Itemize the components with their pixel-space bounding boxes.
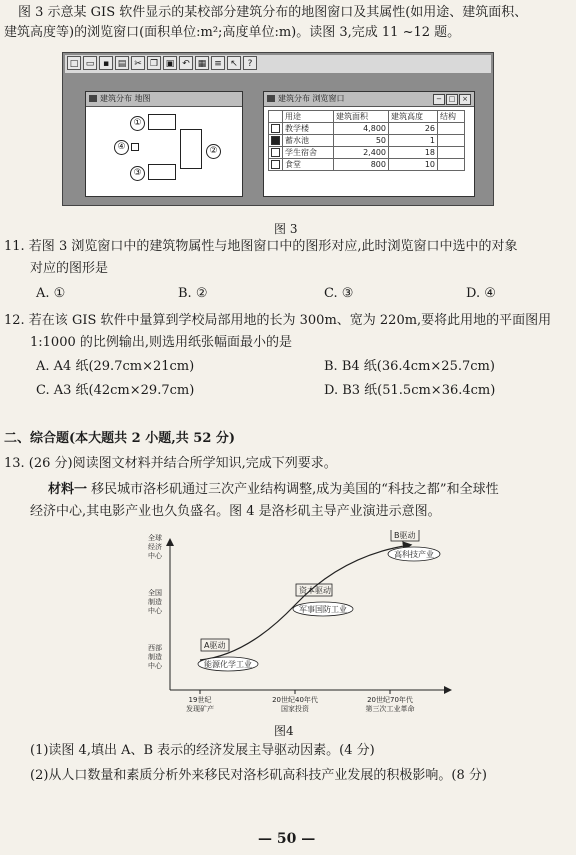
cell-use: 学生宿舍 xyxy=(283,147,334,159)
shape-label-2: ② xyxy=(206,144,221,159)
cell-height: 18 xyxy=(389,147,438,159)
table-row[interactable] xyxy=(269,123,465,135)
open-folder-icon[interactable]: ▭ xyxy=(83,56,97,70)
sub-question-1: (1)读图 4,填出 A、B 表示的经济发展主导驱动因素。(4 分) xyxy=(30,743,375,758)
paste-icon[interactable]: ▣ xyxy=(163,56,177,70)
evolution-curve xyxy=(200,545,410,660)
close-icon[interactable]: × xyxy=(459,94,471,105)
driver-label: 资本驱动 xyxy=(299,586,331,595)
cell-use: 食堂 xyxy=(283,159,334,171)
browse-window-titlebar xyxy=(264,92,474,107)
row-checkbox[interactable] xyxy=(271,124,280,133)
cut-icon[interactable]: ✂ xyxy=(131,56,145,70)
map-window xyxy=(85,91,243,197)
chart-y-ticks xyxy=(148,533,163,670)
row-checkbox[interactable] xyxy=(271,160,280,169)
cell-height: 26 xyxy=(389,123,438,135)
industry-evolution-chart xyxy=(125,530,465,725)
cell-height: 1 xyxy=(389,135,438,147)
save-icon[interactable]: ▪ xyxy=(99,56,113,70)
header-height: 建筑高度 xyxy=(389,111,438,123)
map-window-title: 建筑分布 地图 xyxy=(100,94,151,103)
sub-question-2: (2)从人口数量和素质分析外来移民对洛杉矶高科技产业发展的积极影响。(8 分) xyxy=(30,768,487,783)
q12-option-b: B. B4 纸(36.4cm×25.7cm) xyxy=(324,359,495,374)
material-1-label: 材料一 xyxy=(48,482,88,497)
header-use: 用途 xyxy=(283,111,334,123)
y-tick-label: 全球经济中心 xyxy=(148,534,162,560)
q11-option-d: D. ④ xyxy=(466,286,496,301)
q12-option-d: D. B3 纸(51.5cm×36.4cm) xyxy=(324,383,496,398)
cell-area: 2,400 xyxy=(334,147,389,159)
shape-label-4: ④ xyxy=(114,140,129,155)
figure-3-caption: 图 3 xyxy=(274,222,298,236)
q11-option-c: C. ③ xyxy=(324,286,354,301)
row-checkbox[interactable] xyxy=(271,148,280,157)
x-tick-label: 20世纪70年代第三次工业革命 xyxy=(365,696,415,713)
material-1-line-2: 经济中心,其电影产业也久负盛名。图 4 是洛杉矶主导产业演进示意图。 xyxy=(30,504,441,519)
industry-label: 军事国防工业 xyxy=(299,605,347,614)
cell-area: 50 xyxy=(334,135,389,147)
attribute-table xyxy=(268,110,465,171)
q11-line-2: 对应的图形是 xyxy=(30,261,109,276)
list-icon[interactable]: ≡ xyxy=(211,56,225,70)
new-file-icon[interactable]: □ xyxy=(67,56,81,70)
q12-option-c: C. A3 纸(42cm×29.7cm) xyxy=(36,383,195,398)
y-tick-label: 全国制造中心 xyxy=(148,589,162,615)
q11-option-a: A. ① xyxy=(36,286,66,301)
cell-height: 10 xyxy=(389,159,438,171)
industry-label: 能源化学工业 xyxy=(204,660,252,669)
q12-line-2: 1:1000 的比例输出,则选用纸张幅面最小的是 xyxy=(30,335,292,350)
maximize-icon[interactable]: □ xyxy=(446,94,458,105)
header-area: 建筑面积 xyxy=(334,111,389,123)
map-window-titlebar xyxy=(86,92,242,107)
gis-window xyxy=(62,52,494,206)
pointer-icon[interactable]: ↖ xyxy=(227,56,241,70)
minimize-icon[interactable]: − xyxy=(433,94,445,105)
figure-4-caption: 图4 xyxy=(274,724,294,738)
browse-window-title: 建筑分布 浏览窗口 xyxy=(278,94,345,103)
map-shape-3[interactable] xyxy=(148,164,176,180)
table-row-selected[interactable] xyxy=(269,135,465,147)
map-window-icon xyxy=(89,95,97,102)
table-row[interactable] xyxy=(269,147,465,159)
grid-icon[interactable]: ▦ xyxy=(195,56,209,70)
intro-line-2: 建筑高度等)的浏览窗口(面积单位:m²;高度单位:m)。读图 3,完成 11 ~12 题。 xyxy=(4,25,461,40)
header-structure: 结构 xyxy=(438,111,465,123)
help-icon[interactable]: ? xyxy=(243,56,257,70)
browse-window xyxy=(263,91,475,197)
intro-line-1: 图 3 示意某 GIS 软件显示的某校部分建筑分布的地图窗口及其属性(如用途、建筑面积、 xyxy=(18,5,528,20)
chart-x-ticks xyxy=(186,690,415,713)
industry-label: 高科技产业 xyxy=(394,550,434,559)
row-checkbox-checked[interactable] xyxy=(271,136,280,145)
q13-line-1: 13. (26 分)阅读图文材料并结合所学知识,完成下列要求。 xyxy=(4,456,337,471)
browse-window-icon xyxy=(267,95,275,102)
map-shape-4[interactable] xyxy=(131,143,139,151)
shape-label-1: ① xyxy=(130,116,145,131)
undo-icon[interactable]: ↶ xyxy=(179,56,193,70)
x-tick-label: 19世纪发现矿产 xyxy=(186,696,214,713)
cell-area: 800 xyxy=(334,159,389,171)
material-1-text: 移民城市洛杉矶通过三次产业结构调整,成为美国的“科技之都”和全球性 xyxy=(87,482,499,497)
page-number: — 50 — xyxy=(258,831,316,847)
print-icon[interactable]: ▤ xyxy=(115,56,129,70)
driver-label: A驱动 xyxy=(204,641,226,650)
cell-use: 教学楼 xyxy=(283,123,334,135)
section-2-heading: 二、综合题(本大题共 2 小题,共 52 分) xyxy=(4,431,236,446)
table-header-row xyxy=(269,111,465,123)
cell-use: 蓄水池 xyxy=(283,135,334,147)
gis-toolbar xyxy=(65,55,491,73)
y-tick-label: 西部制造中心 xyxy=(148,644,162,670)
q11-option-b: B. ② xyxy=(178,286,208,301)
q12-line-1: 12. 若在该 GIS 软件中量算到学校局部用地的长为 300m、宽为 220m,要将此用地的平面图用 xyxy=(4,313,552,328)
map-shape-1[interactable] xyxy=(148,114,176,130)
driver-label: B驱动 xyxy=(394,531,416,540)
chart-marks xyxy=(198,530,440,671)
x-tick-label: 20世纪40年代国家投资 xyxy=(272,696,318,713)
q11-line-1: 11. 若图 3 浏览窗口中的建筑物属性与地图窗口中的图形对应,此时浏览窗口中选中的对象 xyxy=(4,239,518,254)
shape-label-3: ③ xyxy=(130,166,145,181)
q12-option-a: A. A4 纸(29.7cm×21cm) xyxy=(36,359,195,374)
map-shape-2[interactable] xyxy=(180,129,202,169)
cell-area: 4,800 xyxy=(334,123,389,135)
copy-icon[interactable]: ❐ xyxy=(147,56,161,70)
table-row[interactable] xyxy=(269,159,465,171)
